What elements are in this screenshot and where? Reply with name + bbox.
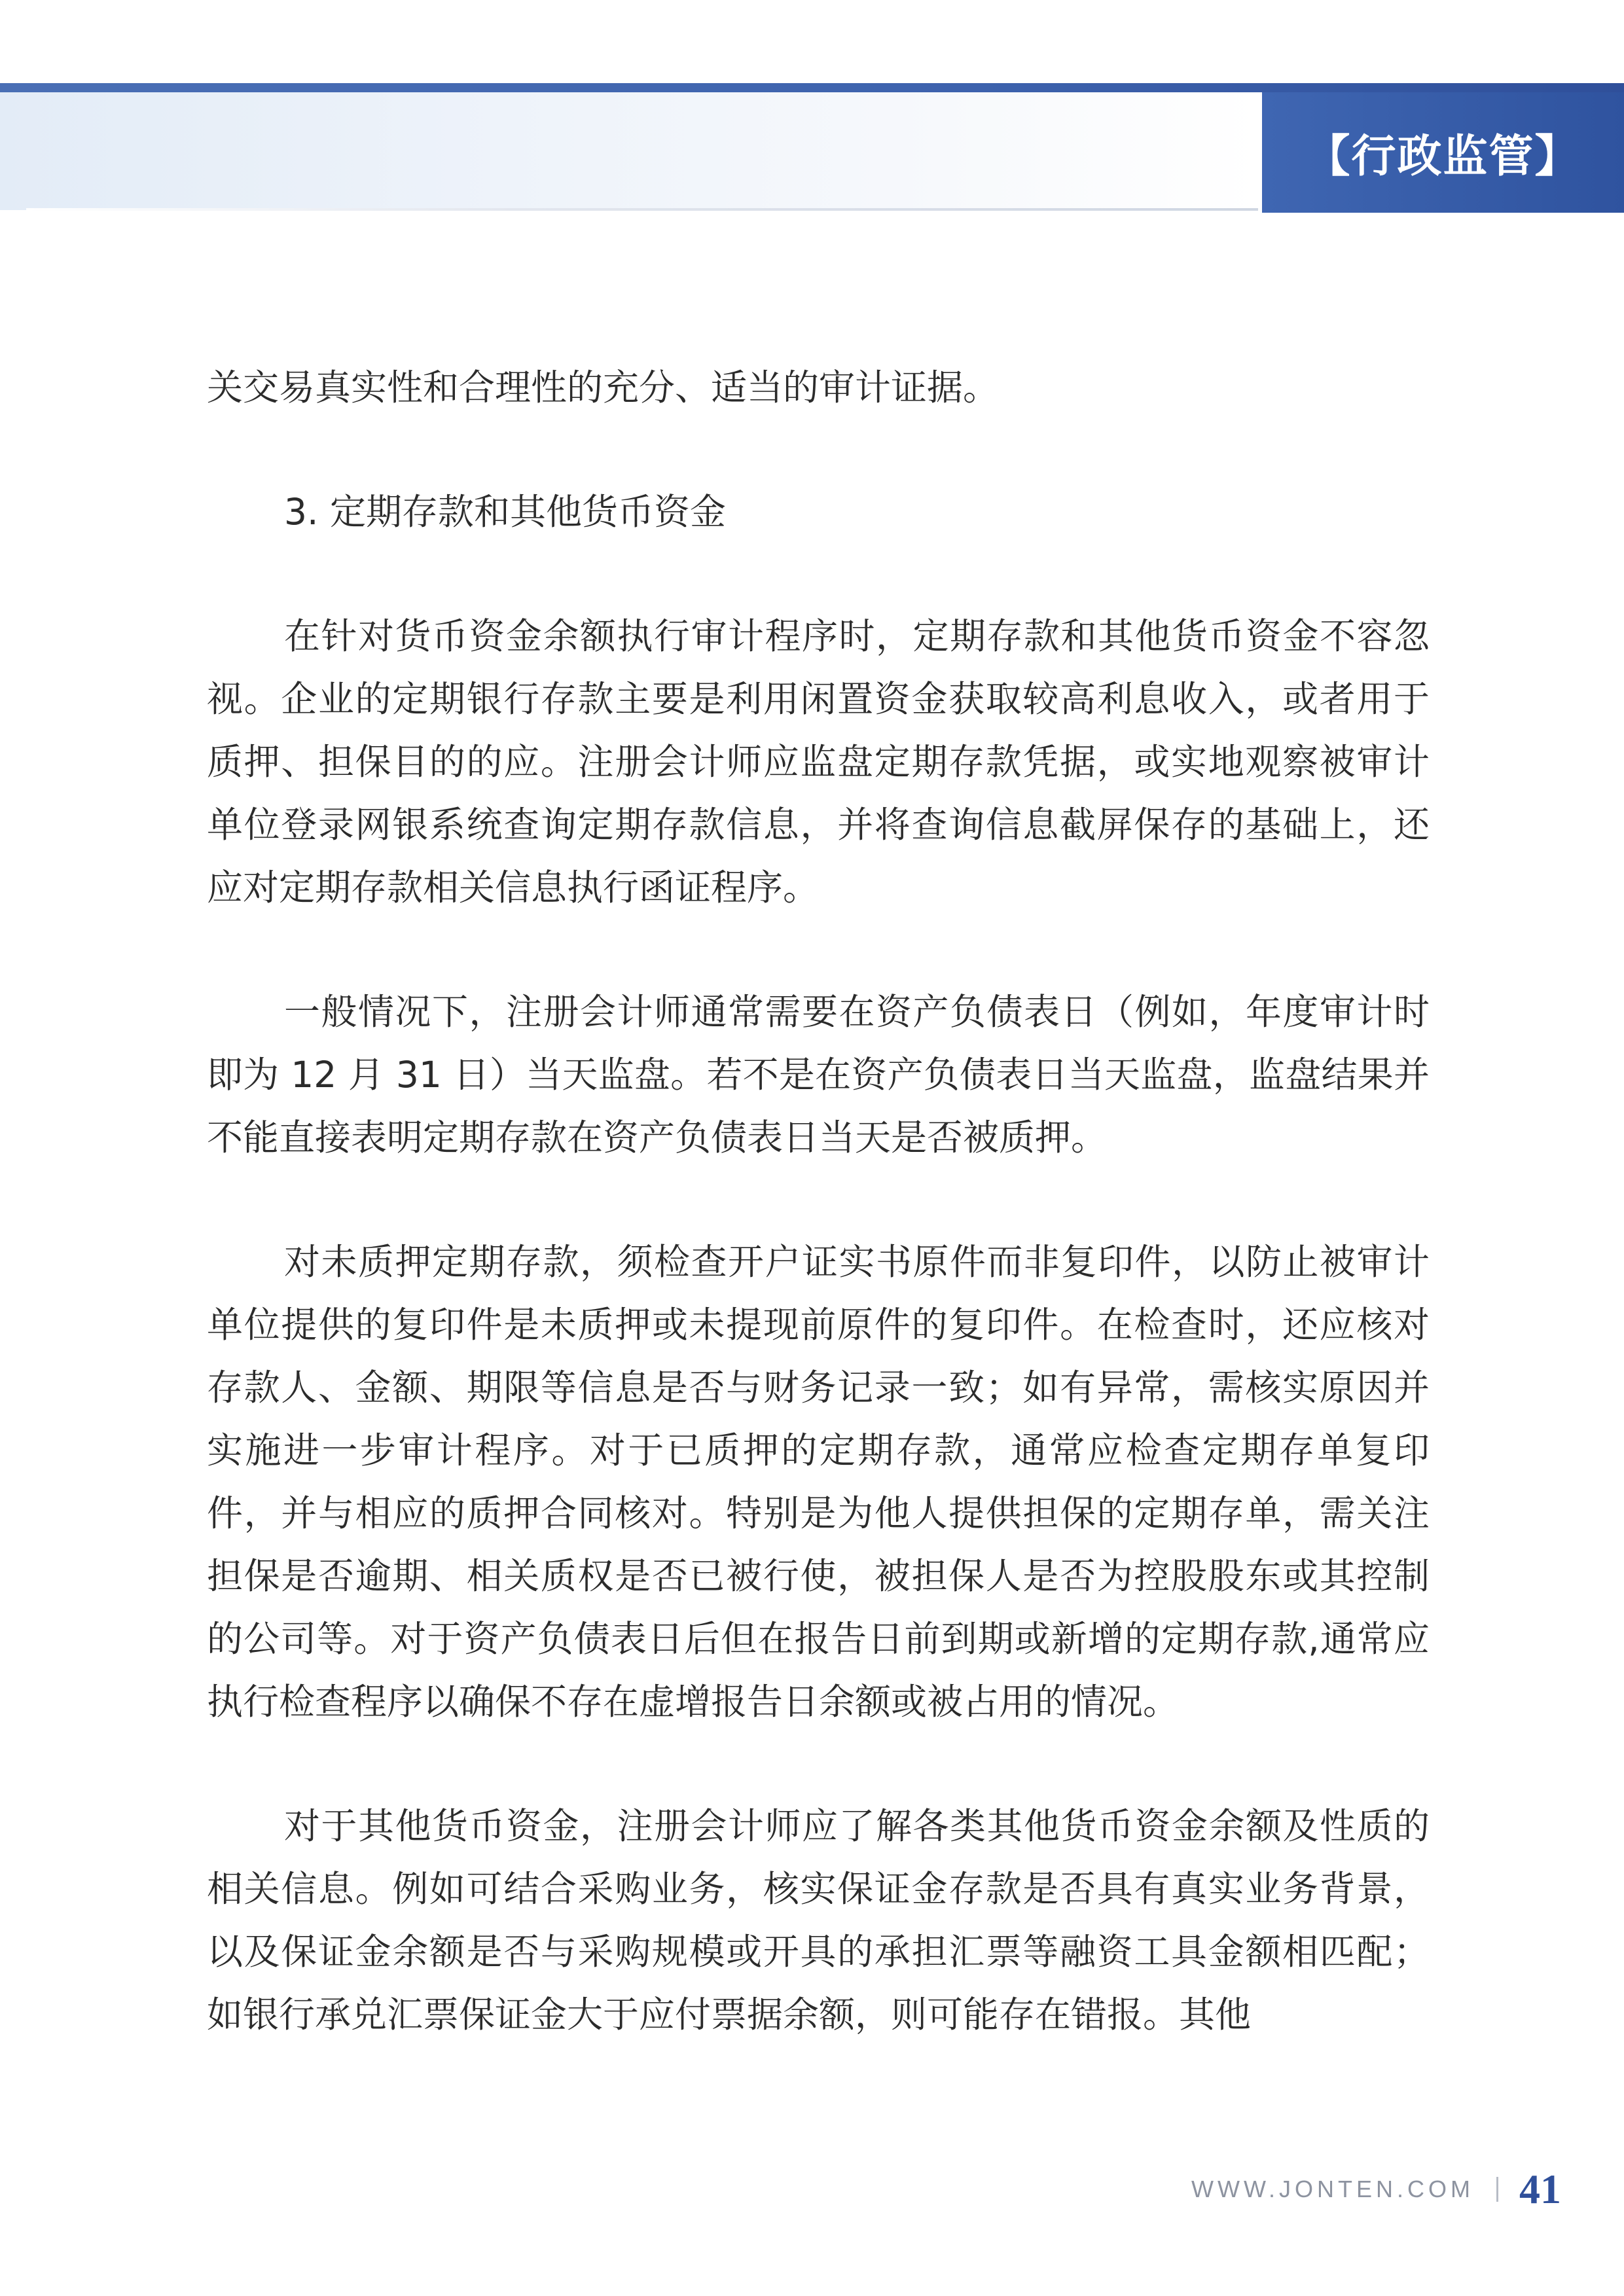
header-top-rule bbox=[0, 83, 1624, 92]
paragraph: 一般情况下，注册会计师通常需要在资产负债表日（例如，年度审计时即为 12 月 31 日）当天监盘。若不是在资产负债表日当天监盘，监盘结果并不能直接表明定期存款在资产负债表日当天是否被质押。 bbox=[207, 991, 1430, 1158]
website-url[interactable]: WWW.JONTEN.COM bbox=[1191, 2176, 1474, 2202]
subsection-heading: 3. 定期存款和其他货币资金 bbox=[284, 491, 726, 533]
paragraph: 对于其他货币资金，注册会计师应了解各类其他货币资金余额及性质的相关信息。例如可结合采购业务，核实保证金存款是否具有真实业务背景，以及保证金余额是否与采购规模或开具的承担汇票等融资工具金额相匹配；如银行承兑汇票保证金大于应付票据余额，则可能存在错报。其他 bbox=[207, 1805, 1430, 2036]
section-label: 【行政监管】 bbox=[1305, 130, 1581, 183]
page-number: 41 bbox=[1519, 2166, 1561, 2212]
section-tab bbox=[1262, 92, 1624, 213]
header-band bbox=[0, 92, 1258, 210]
header-underline bbox=[26, 208, 1258, 211]
page-footer bbox=[1191, 2160, 1561, 2219]
paragraph: 在针对货币资金余额执行审计程序时，定期存款和其他货币资金不容忽视。企业的定期银行存款主要是利用闲置资金获取较高利息收入，或者用于质押、担保目的的应。注册会计师应监盘定期存款凭据，或实地观察被审计单位登录网银系统查询定期存款信息，并将查询信息截屏保存的基础上，还应对定期存款相关信息执行函证程序。 bbox=[207, 615, 1430, 908]
footer-divider bbox=[1496, 2177, 1498, 2202]
paragraph-continuation: 关交易真实性和合理性的充分、适当的审计证据。 bbox=[207, 367, 1000, 408]
paragraph: 对未质押定期存款，须检查开户证实书原件而非复印件，以防止被审计单位提供的复印件是未质押或未提现前原件的复印件。在检查时，还应核对存款人、金额、期限等信息是否与财务记录一致；如有异常，需核实原因并实施进一步审计程序。对于已质押的定期存款，通常应检查定期存单复印件，并与相应的质押合同核对。特别是为他人提供担保的定期存单，需关注担保是否逾期、相关质权是否已被行使，被担保人是否为控股股东或其控制的公司等。对于资产负债表日后但在报告日前到期或新增的定期存款,通常应执行检查程序以确保不存在虚增报告日余额或被占用的情况。 bbox=[207, 1241, 1430, 1723]
article-body bbox=[207, 356, 1430, 2046]
